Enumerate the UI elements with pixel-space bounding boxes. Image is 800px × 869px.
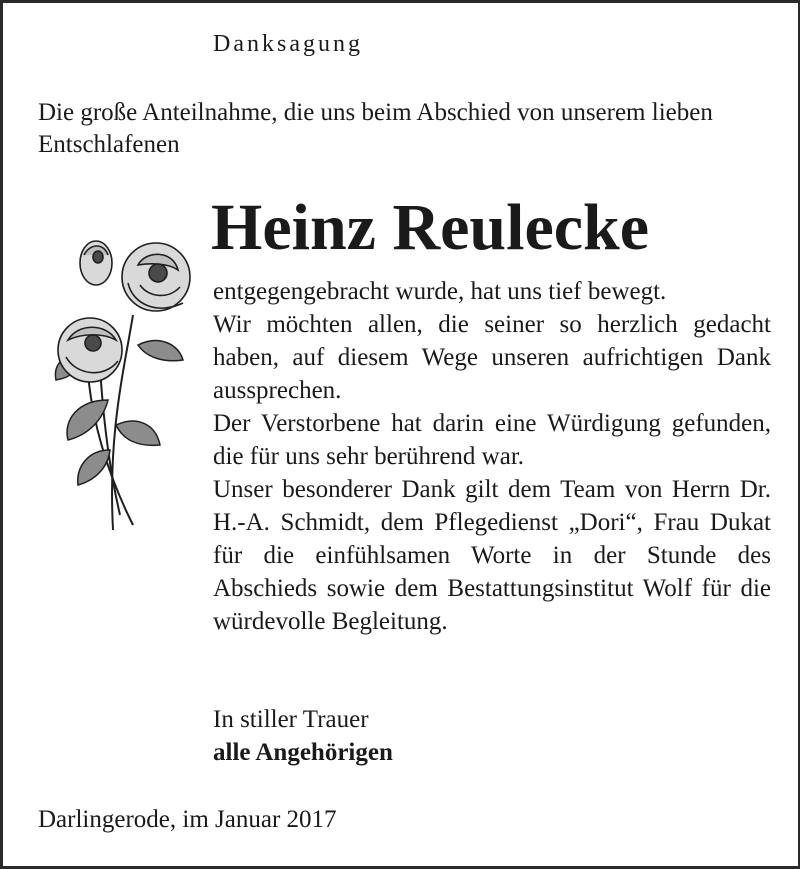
body-paragraph: entgegengebracht wurde, hat uns tief bewegt. bbox=[213, 278, 667, 305]
body-paragraph: Der Verstorbene hat darin eine Würdigung gefunden, die für uns sehr berührend war. bbox=[213, 410, 771, 470]
notice-intro: Die große Anteilnahme, die uns beim Abschied von unserem lieben Entschlafenen bbox=[38, 99, 713, 158]
notice-body bbox=[213, 275, 771, 638]
signature: alle Angehörigen bbox=[213, 739, 393, 766]
body-paragraph: Wir möchten allen, die seiner so herzlich gedacht haben, auf diesem Wege unseren aufrichtigen Dank aussprechen. bbox=[213, 311, 771, 404]
closing-line: In stiller Trauer bbox=[213, 706, 369, 733]
roses-icon bbox=[38, 235, 213, 535]
notice-heading: Danksagung bbox=[213, 31, 363, 57]
body-paragraph: Unser besonderer Dank gilt dem Team von Herrn Dr. H.-A. Schmidt, dem Pflegedienst „Dori“, Frau Dukat für die einfühlsamen Worte in der Stunde des Abschieds sowie dem Bestattungsinstitut Wolf für die würdevolle Begleitung. bbox=[213, 476, 771, 635]
place-date: Darlingerode, im Januar 2017 bbox=[38, 806, 337, 833]
deceased-name: Heinz Reulecke bbox=[211, 191, 650, 264]
